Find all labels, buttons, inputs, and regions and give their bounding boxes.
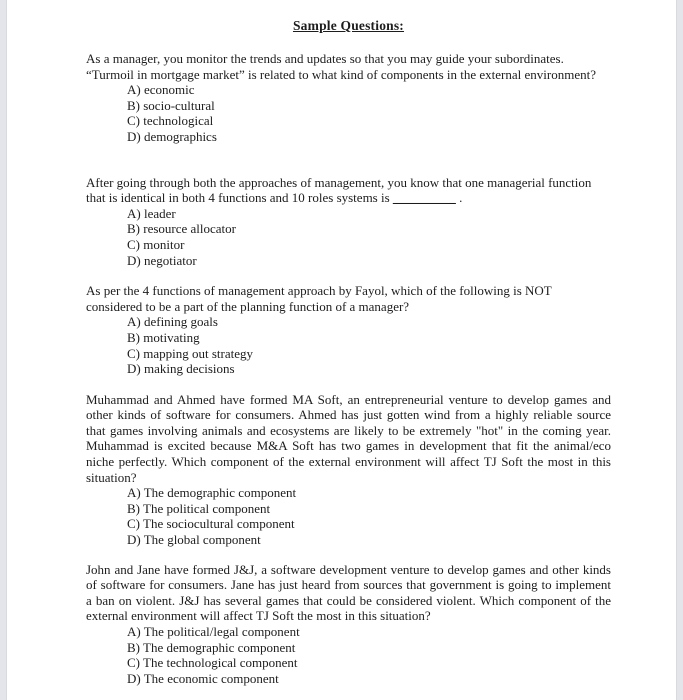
option-item[interactable]: C) The sociocultural component [127,516,295,532]
option-item[interactable]: B) motivating [127,329,200,345]
option-item[interactable]: B) The political component [127,500,271,516]
block-spacer [86,377,611,392]
question-block-5 [86,562,611,687]
block-spacer [86,268,611,283]
question-stem-4: Muhammad and Ahmed have formed MA Soft, an entrepreneurial venture to develop games and other kinds of software for consumers. Ahmed has just gotten wind from a highly reliable source that games involving animals and ecosystems are likely to be extremely "hot" in the coming year. Muhammad is excited because M&A Soft has two games in development that fit the animal/eco niche perfectly. Which component of the external environment will affect TJ Soft the most in this situation? [86,391,611,485]
option-item[interactable]: A) defining goals [127,314,218,330]
question-stem-1: As a manager, you monitor the trends and updates so that you may guide your subordinates. “Turmoil in mortgage market” is related to what kind of components in the external environment? [86,51,596,82]
option-item[interactable]: B) resource allocator [127,221,237,237]
option-item[interactable]: C) technological [127,113,214,129]
block-spacer [86,548,611,562]
question-stem-2 [86,175,611,206]
option-item[interactable]: B) socio-cultural [127,97,215,113]
question-block-2 [86,175,611,269]
question-options-1 [86,82,611,144]
question-block-3 [86,283,611,377]
page-title: Sample Questions: [292,18,405,33]
option-item[interactable]: C) The technological component [127,655,298,671]
question-stem-text: After going through both the approaches of management, you know that one managerial function that is identical in both 4 functions and 10 roles systems is [86,174,592,206]
question-block-1 [86,51,611,145]
block-spacer [86,145,611,175]
question-options-5 [86,624,611,686]
question-options-3 [86,314,611,376]
fill-in-blank[interactable]: _________ [392,190,456,206]
option-item[interactable]: D) The global component [127,532,261,548]
question-stem-tail: . [455,190,463,206]
option-item[interactable]: D) The economic component [127,670,279,686]
document-page [6,0,677,700]
question-options-2 [86,206,611,268]
option-item[interactable]: D) demographics [127,128,217,144]
question-stem-3: As per the 4 functions of management approach by Fayol, which of the following is NOT considered to be a part of the planning function of a manager? [86,283,552,314]
option-item[interactable]: A) economic [127,82,195,98]
question-stem-5: John and Jane have formed J&J, a software development venture to develop games and other kinds of software for consumers. Jane has just heard from sources that government is going to implement a ban on violent. J&J has several games that could be considered violent. Which component of the external environment will affect TJ Soft the most in this situation? [86,561,611,624]
option-item[interactable]: C) monitor [127,236,185,252]
document-body [86,0,611,686]
option-item[interactable]: D) making decisions [127,361,235,377]
question-options-4 [86,485,611,547]
question-block-4 [86,392,611,548]
option-item[interactable]: A) leader [127,205,176,221]
option-item[interactable]: D) negotiator [127,252,197,268]
option-item[interactable]: C) mapping out strategy [127,345,254,361]
option-item[interactable]: A) The demographic component [127,485,297,501]
option-item[interactable]: A) The political/legal component [127,624,300,639]
option-item[interactable]: B) The demographic component [127,639,296,655]
